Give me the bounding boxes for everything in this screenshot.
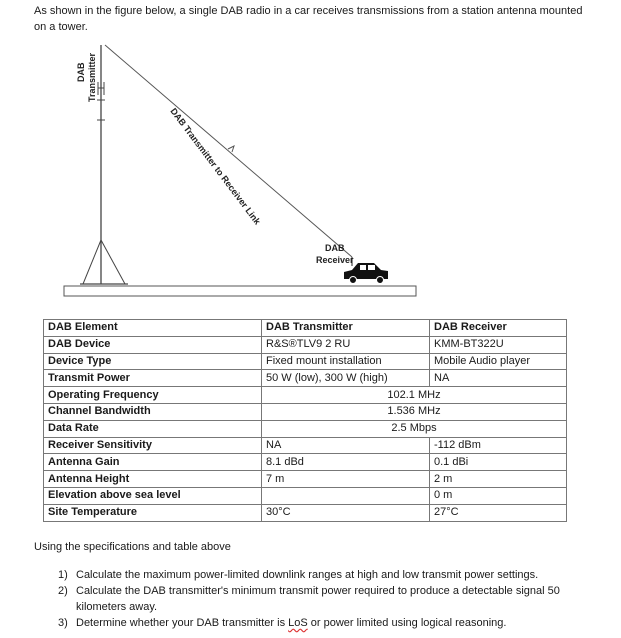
table-row [44,504,567,521]
question-list [58,567,598,631]
row-rx: NA [430,370,567,387]
table-row [44,487,567,504]
question-text: Calculate the DAB transmitter's minimum transmit power required to produce a detectable signal 50 kilometers away. [76,585,560,613]
question-text-pre: Determine whether your DAB transmitter is [76,617,289,629]
question-text-post: or power limited using logical reasoning. [307,617,507,629]
table-row [44,454,567,471]
tower-label-2: Transmitter [87,52,97,102]
row-key: Elevation above sea level [44,487,262,504]
receiver-label-1: DAB [325,243,345,253]
row-rx: -112 dBm [430,437,567,454]
row-rx: 0.1 dBi [430,454,567,471]
link-diagram [0,0,621,310]
question-item [58,567,598,583]
table-row [44,353,567,370]
row-tx: R&S®TLV9 2 RU [262,336,430,353]
row-tx: 50 W (low), 300 W (high) [262,370,430,387]
row-shared: 2.5 Mbps [262,420,567,437]
row-key: Antenna Height [44,471,262,488]
tower-label-1: DAB [76,62,86,82]
table-row [44,437,567,454]
row-key: DAB Device [44,336,262,353]
row-key: Data Rate [44,420,262,437]
row-rx: 0 m [430,487,567,504]
row-rx: 2 m [430,471,567,488]
row-tx: NA [262,437,430,454]
row-tx: 8.1 dBd [262,454,430,471]
receiver-label-2: Receiver [316,255,354,265]
row-rx: 27°C [430,504,567,521]
question-number: 3) [58,617,68,629]
row-key: Transmit Power [44,370,262,387]
question-item [58,583,598,615]
row-shared: 102.1 MHz [262,387,567,404]
intro-paragraph: As shown in the figure below, a single DAB radio in a car receives transmissions from a station antenna mounted on a tower. [34,5,583,33]
row-key: Channel Bandwidth [44,403,262,420]
row-rx: KMM-BT322U [430,336,567,353]
ground-strip [64,286,416,296]
row-key: Operating Frequency [44,387,262,404]
question-text: Calculate the maximum power-limited downlink ranges at high and low transmit power settings. [76,569,539,581]
row-key: Site Temperature [44,504,262,521]
question-number: 1) [58,569,68,581]
row-key: Device Type [44,353,262,370]
row-tx: Fixed mount installation [262,353,430,370]
row-rx: Mobile Audio player [430,353,567,370]
link-label: DAB Transmitter to Receiver Link [168,106,263,227]
header-transmitter: DAB Transmitter [262,320,430,337]
row-shared: 1.536 MHz [262,403,567,420]
spellcheck-word: LoS [288,617,308,629]
table-row [44,370,567,387]
header-receiver: DAB Receiver [430,320,567,337]
link-line [105,45,352,257]
row-key: Receiver Sensitivity [44,437,262,454]
row-tx: 7 m [262,471,430,488]
table-row [44,420,567,437]
table-row [44,336,567,353]
question-number: 2) [58,585,68,597]
header-element: DAB Element [44,320,262,337]
table-row [44,387,567,404]
question-item [58,615,598,631]
row-tx: 30°C [262,504,430,521]
row-key: Antenna Gain [44,454,262,471]
table-header-row [44,320,567,337]
row-tx [262,487,430,504]
instructions-lead: Using the specifications and table above [34,541,231,553]
table-row [44,471,567,488]
spec-table [43,319,567,522]
table-row [44,403,567,420]
